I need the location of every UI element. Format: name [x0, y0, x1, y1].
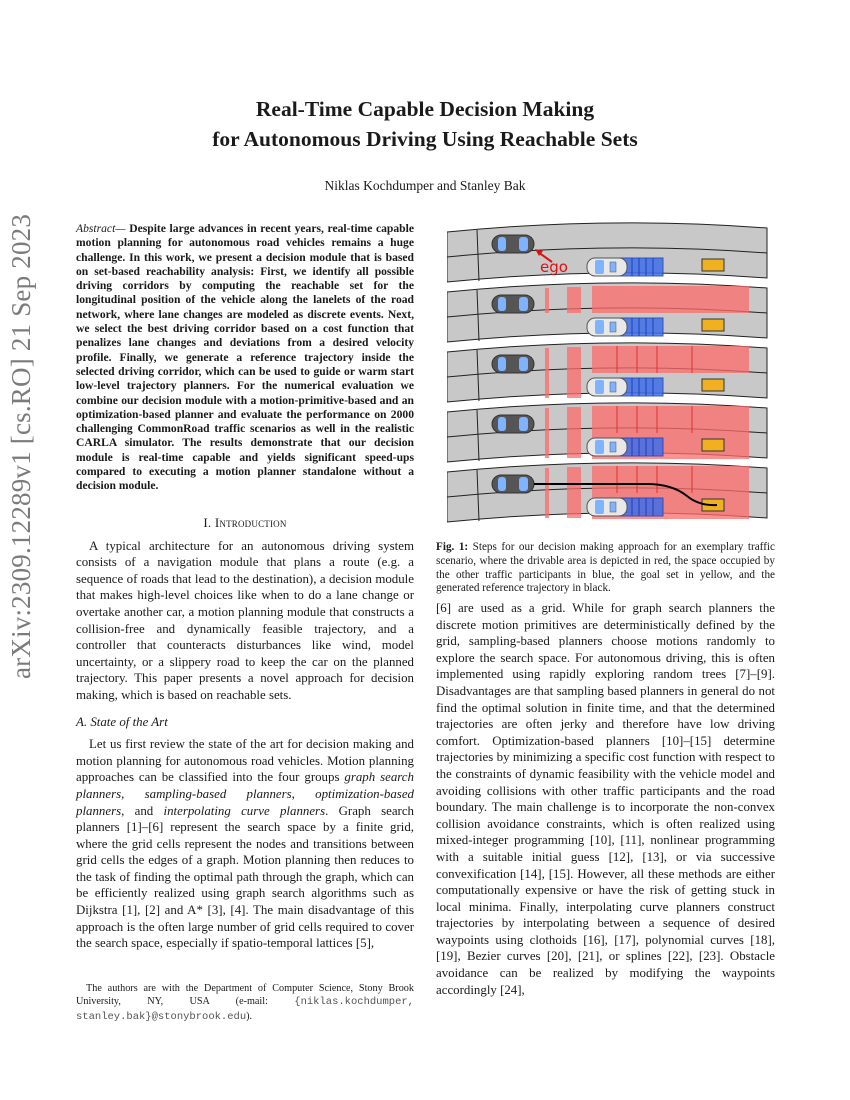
subsection-heading-state-of-art: A. State of the Art	[76, 714, 168, 729]
abstract-dash: —	[115, 222, 126, 235]
separator: , and	[121, 803, 164, 818]
abstract	[76, 222, 414, 494]
footnote-text: The authors are with the Department of Computer Science, Stony Brook University, NY, USA (e-mail:	[76, 983, 414, 1008]
panel-4	[447, 403, 767, 462]
panel-2	[447, 283, 767, 342]
section-heading-introduction	[76, 515, 414, 532]
left-column	[76, 515, 414, 952]
panel-1	[447, 223, 767, 282]
state-of-art-paragraph	[76, 736, 414, 952]
right-column-paragraph: [6] are used as a grid. While for graph search planners the discrete motion primitives are deterministically defined by the grid, sampling-based planners choose motions randomly to explore the search space. For autonomous driving, this is often implemented using rapidly exploring random trees [7]–[9]. Disadvantages are that sampling based planners in general do not find the optimal solution in finite time, and that the determined trajectories are often jerky and therefore have low driving comfort. Optimization-based planners [10]–[15] determine trajectories by minimizing a specific cost function with respect to the constraints of dynamic feasibility with the vehicle model and avoiding collisions with other traffic participants and the road boundary. The main challenge is to incorporate the non-convex collision avoidance constraints, which is often realized using mixed-integer programming [10], [11], nonlinear programming with a suitable initial guess [12], [13], or via successive convexification [14], [15]. However, all these methods are either computationally expensive or have the risk of getting stuck in local minima. Finally, interpolating curve planners construct trajectories by interpolating between a sequence of desired waypoints using clothoids [16], [17], polynomial curves [18], [19], Bezier curves [20], [21], or splines [22], [23]. Obstacle avoidance can be realized by modifying the waypoints accordingly [24],	[436, 601, 775, 997]
figure-1-caption	[436, 541, 775, 596]
right-column	[436, 600, 775, 998]
term-interpolating: interpolating curve planners	[163, 803, 326, 818]
term-graph-search: graph search planners	[76, 770, 414, 801]
figure-1	[447, 222, 773, 524]
authors: Niklas Kochdumper and Stanley Bak	[324, 178, 526, 193]
title-line-1: Real-Time Capable Decision Making	[255, 97, 595, 121]
paper-title	[0, 94, 850, 154]
term-optimization: optimization-based planners	[76, 786, 414, 818]
footnote-end: ).	[246, 1010, 253, 1022]
footnote	[76, 982, 414, 1024]
arxiv-identifier: arXiv:2309.12289v1 [cs.RO] 21 Sep 2023	[6, 213, 36, 679]
para-start: Let us first review the state of the art for decision making and motion planning for autonomous road vehicles. Motion planning approaches can be classified into the four groups	[76, 737, 414, 785]
caption-text: Steps for our decision making approach for an exemplary traffic scenario, where the drivable area is depicted in red, the space occupied by the other traffic participants in blue, the goal set in yellow, and the generated reference trajectory in black.	[436, 541, 776, 595]
title-line-2: for Autonomous Driving Using Reachable Sets	[212, 127, 638, 151]
abstract-label: Abstract	[76, 222, 116, 235]
abstract-text: Despite large advances in recent years, real-time capable motion planning for autonomous road vehicles remains a huge challenge. In this work, we present a decision module that is based on set-based reachability analysis: First, we identify all possible driving corridors by computing the reachable set for the longitudinal position of the vehicle along the lanelets of the road network, where lane changes are modeled as discrete events. Next, we select the best driving corridor based on a cost function that penalizes lane changes and deviations from a desired velocity profile. Finally, we generate a reference trajectory inside the selected driving corridor, which can be used to guide or warm start low-level trajectory planners. For the numerical evaluation we combine our decision module with a motion-primitive-based and an optimization-based planner and evaluate the performance on 2000 challenging CommonRoad traffic scenarios as well in the realistic CARLA simulator. The results demonstrate that our decision module is real-time capable and yields significant speed-ups compared to executing a motion planner standalone without a decision module.	[76, 222, 414, 493]
footnote-email: {niklas.kochdumper, stanley.bak}@stonybrook.edu	[76, 996, 414, 1023]
panel-3	[447, 343, 767, 402]
panel-5	[447, 463, 767, 522]
ego-label: ego	[540, 258, 568, 276]
figure-label: Fig. 1:	[436, 541, 469, 553]
section-number: I.	[203, 515, 212, 530]
para-rest: . Graph search planners [1]–[6] represent the search space by a finite grid, where the grid cells represent the nodes and transitions between grid cells the edges of a graph. Motion planning then reduces to the task of finding the optimal path through the graph, which can be efficiently realized using graph search algorithms such as Dijkstra [1], [2] and A* [3], [4]. The main disadvantage of this approach is the often large number of grid cells required to cover the search space, especially if spatio-temporal lattices [5],	[76, 803, 414, 951]
intro-paragraph: A typical architecture for an autonomous driving system consists of a navigation module that plans a route (e.g. a sequence of roads that lead to the destination), a decision module that makes high-level choices like when to do a lane change or overtake another car, a motion planning module that constructs a collision-free and dynamically feasible trajectory, and a controller that counteracts disturbances like wind, model uncertainty, or a slippery road to keep the car on the planned trajectory. This paper presents a novel approach for decision making, which is based on reachable sets.	[76, 538, 414, 702]
section-title: Introduction	[214, 515, 287, 530]
separator: ,	[291, 786, 316, 801]
traffic-scenario-diagram	[447, 222, 773, 524]
term-sampling: sampling-based planners	[144, 786, 292, 801]
separator: ,	[121, 786, 145, 801]
